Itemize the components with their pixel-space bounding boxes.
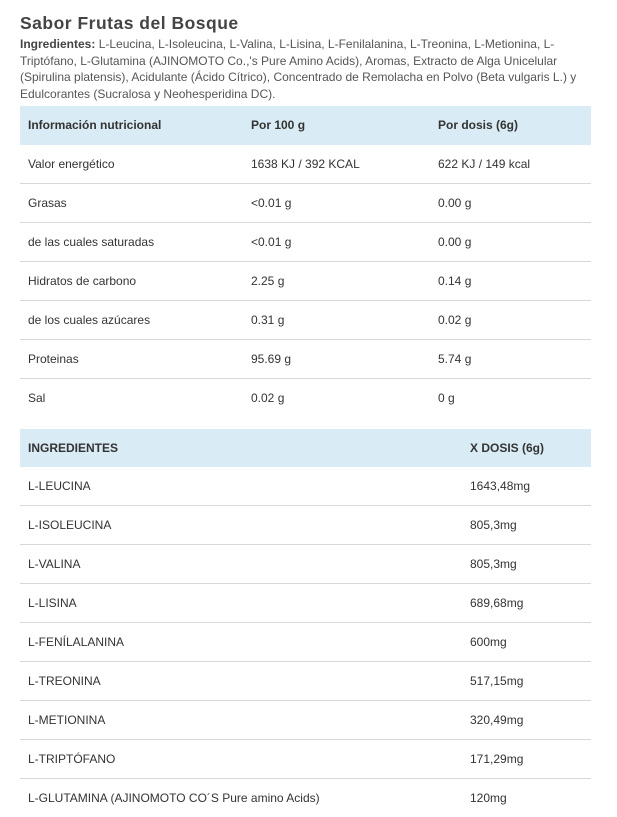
table-row — [20, 661, 591, 700]
ingredient-name: L-METIONINA — [20, 700, 462, 739]
ingredient-name: L-ISOLEUCINA — [20, 505, 462, 544]
ingredients-table — [20, 429, 591, 817]
nutrient-per-dose: 622 KJ / 149 kcal — [430, 145, 591, 184]
ingredient-name: L-LISINA — [20, 583, 462, 622]
nutrient-per-100g: <0.01 g — [243, 183, 430, 222]
nutrient-per-100g: 1638 KJ / 392 KCAL — [243, 145, 430, 184]
nutrient-per-100g: <0.01 g — [243, 222, 430, 261]
nutrient-per-dose: 5.74 g — [430, 339, 591, 378]
ingredient-name: L-GLUTAMINA (AJINOMOTO CO´S Pure amino Acids) — [28, 790, 320, 805]
nutrient-name: Proteinas — [20, 339, 243, 378]
ingredient-name: L-LEUCINA — [20, 467, 462, 506]
table-row — [20, 222, 591, 261]
table-row — [20, 378, 591, 417]
ingredient-amount: 805,3mg — [462, 505, 591, 544]
table-row — [20, 183, 591, 222]
nutrition-header-row — [20, 106, 591, 145]
ingredient-name: L-TRIPTÓFANO — [20, 739, 462, 778]
nutrient-per-dose: 0.02 g — [430, 300, 591, 339]
table-row — [20, 505, 591, 544]
ingredient-name: L-VALINA — [20, 544, 462, 583]
nutrient-per-dose: 0.00 g — [430, 183, 591, 222]
ingredient-amount: 320,49mg — [462, 700, 591, 739]
table-row — [20, 700, 591, 739]
ingredients-label: Ingredientes: — [20, 37, 96, 51]
nutrient-per-dose: 0 g — [438, 390, 455, 405]
nutrient-per-100g: 95.69 g — [243, 339, 430, 378]
nutrient-per-100g: 2.25 g — [243, 261, 430, 300]
table-row — [20, 778, 591, 817]
nutrition-header-cell: Información nutricional — [20, 106, 243, 145]
nutrient-per-100g: 0.02 g — [251, 390, 285, 405]
ingredients-header-cell: INGREDIENTES — [20, 429, 462, 467]
ingredients-list-text: L-Leucina, L-Isoleucina, L-Valina, L-Lisina, L-Fenilalanina, L-Treonina, L-Metionina, L-Triptófano, L-Glutamina (AJINOMOTO Co.,'s Pure Amino Acids), Aromas, Extracto de Alga Unicelular (Spirulina platensis), Acidulante (Ácido Cítrico), Concentrado de Remolacha en Polvo (Beta vulgaris L.) y Edulcorantes (Sucralosa y Neohesperidina DC). — [20, 37, 577, 102]
nutrition-header-cell: Por 100 g — [243, 106, 430, 145]
ingredient-name: L-FENÍLALANINA — [20, 622, 462, 661]
table-row — [20, 739, 591, 778]
nutrient-name: Valor energético — [20, 145, 243, 184]
product-info — [20, 0, 591, 817]
ingredient-amount: 120mg — [470, 790, 507, 805]
nutrient-name: de los cuales azúcares — [20, 300, 243, 339]
table-row — [20, 300, 591, 339]
nutrient-name: Grasas — [20, 183, 243, 222]
table-row — [20, 583, 591, 622]
ingredients-paragraph — [20, 36, 588, 103]
nutrition-header-cell: Por dosis (6g) — [430, 106, 591, 145]
nutrient-name: Sal — [28, 390, 46, 405]
table-row — [20, 622, 591, 661]
nutrient-per-100g: 0.31 g — [243, 300, 430, 339]
table-row — [20, 467, 591, 506]
nutrient-per-dose: 0.14 g — [430, 261, 591, 300]
nutrient-name: de las cuales saturadas — [20, 222, 243, 261]
product-title: Sabor Frutas del Bosque — [20, 13, 239, 33]
ingredients-header-cell: X DOSIS (6g) — [462, 429, 591, 467]
ingredient-amount: 1643,48mg — [462, 467, 591, 506]
ingredient-amount: 517,15mg — [462, 661, 591, 700]
nutrition-table — [20, 106, 591, 417]
ingredient-amount: 805,3mg — [462, 544, 591, 583]
table-row — [20, 145, 591, 184]
nutrient-name: Hidratos de carbono — [20, 261, 243, 300]
ingredients-header-row — [20, 429, 591, 467]
ingredient-amount: 689,68mg — [462, 583, 591, 622]
table-row — [20, 544, 591, 583]
table-row — [20, 261, 591, 300]
ingredient-amount: 171,29mg — [462, 739, 591, 778]
table-row — [20, 339, 591, 378]
nutrient-per-dose: 0.00 g — [430, 222, 591, 261]
ingredient-name: L-TREONINA — [20, 661, 462, 700]
ingredient-amount: 600mg — [462, 622, 591, 661]
